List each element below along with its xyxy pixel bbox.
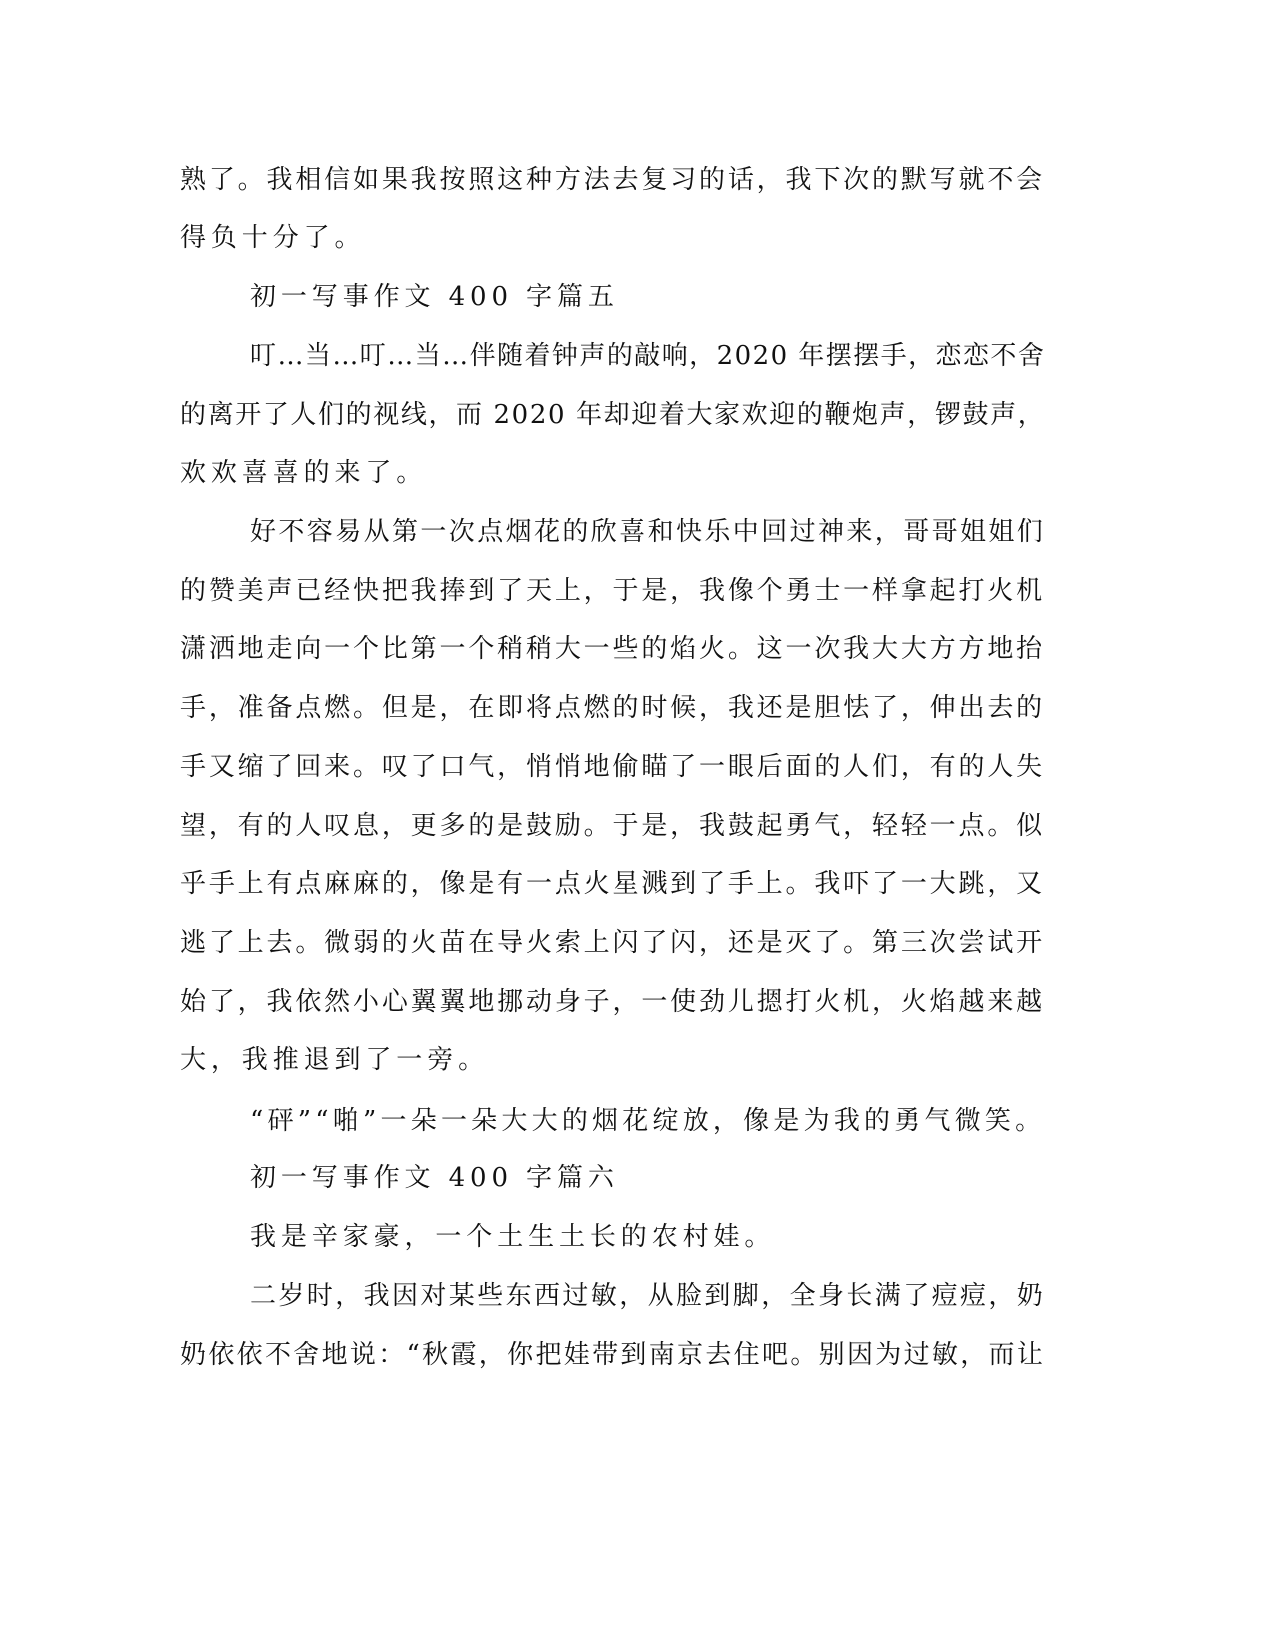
text-line: 欢欢喜喜的来了。: [180, 458, 428, 488]
text-line: 叮…当…叮…当…伴随着钟声的敲响，2020 年摆摆手，恋恋不舍: [250, 341, 1046, 371]
section-heading: 初一写事作文 400 字篇五: [250, 282, 619, 312]
text-line: 手又缩了回来。叹了口气，悄悄地偷瞄了一眼后面的人们，有的人失: [180, 752, 1046, 782]
text-line: 潇洒地走向一个比第一个稍稍大一些的焰火。这一次我大大方方地抬: [180, 634, 1046, 664]
text-line: “砰”“啪”一朵一朵大大的烟花绽放，像是为我的勇气微笑。: [250, 1106, 1046, 1136]
text-line: 逃了上去。微弱的火苗在导火索上闪了闪，还是灭了。第三次尝试开: [180, 928, 1046, 958]
section-heading: 初一写事作文 400 字篇六: [250, 1163, 619, 1193]
text-line: 望，有的人叹息，更多的是鼓励。于是，我鼓起勇气，轻轻一点。似: [180, 811, 1046, 841]
text-line: 的赞美声已经快把我捧到了天上，于是，我像个勇士一样拿起打火机: [180, 576, 1046, 606]
text-line: 二岁时，我因对某些东西过敏，从脸到脚，全身长满了痘痘，奶: [250, 1281, 1046, 1311]
text-line: 大，我推退到了一旁。: [180, 1045, 490, 1075]
text-line: 奶依依不舍地说：“秋霞，你把娃带到南京去住吧。别因为过敏，而让: [180, 1340, 1046, 1370]
text-line: 我是辛家豪，一个土生土长的农村娃。: [250, 1222, 776, 1252]
text-line: 乎手上有点麻麻的，像是有一点火星溅到了手上。我吓了一大跳，又: [180, 869, 1046, 899]
text-line: 熟了。我相信如果我按照这种方法去复习的话，我下次的默写就不会: [180, 165, 1046, 195]
text-line: 好不容易从第一次点烟花的欣喜和快乐中回过神来，哥哥姐姐们: [250, 517, 1046, 547]
text-line: 手，准备点燃。但是，在即将点燃的时候，我还是胆怯了，伸出去的: [180, 693, 1046, 723]
text-line: 得负十分了。: [180, 223, 366, 253]
text-line: 的离开了人们的视线，而 2020 年却迎着大家欢迎的鞭炮声，锣鼓声，: [180, 400, 1046, 430]
text-line: 始了，我依然小心翼翼地挪动身子，一使劲儿摁打火机，火焰越来越: [180, 987, 1046, 1017]
